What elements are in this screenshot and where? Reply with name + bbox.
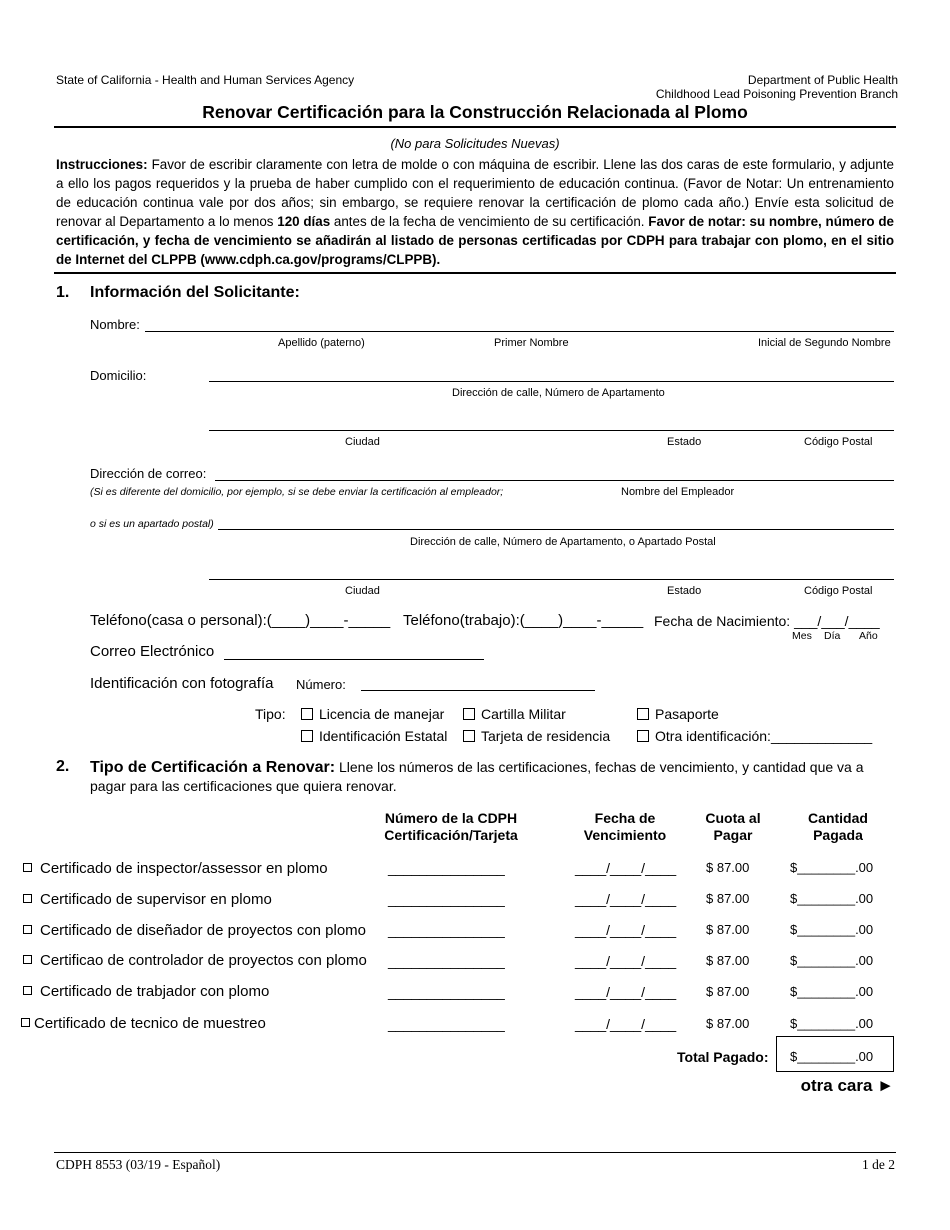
ciudad2-input[interactable]: [212, 562, 892, 578]
tipo-label: Tipo:: [255, 706, 286, 722]
id-numero-input[interactable]: [363, 673, 593, 689]
domicilio-input[interactable]: [212, 364, 892, 380]
cert-checkbox[interactable]: [23, 925, 32, 934]
section2-desc-1: Llene los números de las certificaciones, fechas de vencimiento, y cantidad que va a: [335, 759, 864, 775]
col-numero-line2: Certificación/Tarjeta: [384, 827, 518, 843]
instructions-label: Instrucciones:: [56, 157, 148, 172]
form-id: CDPH 8553 (03/19 - Español): [56, 1157, 221, 1172]
cert-numero-field[interactable]: _______________: [388, 984, 505, 1000]
cert-cuota: $ 87.00: [706, 891, 750, 906]
section1-title: Información del Solicitante:: [90, 284, 300, 301]
instructions-note: Favor de notar: su nombre, número de certificación, y fecha de vencimiento se añadirán al listado de personas certificadas por CDPH para trabajar con plomo, en el sitio de Internet del CLPPB (www.cdph.ca.gov/programs/CLPPB).: [56, 214, 894, 267]
nombre-label: Nombre:: [90, 317, 140, 332]
id-numero-line: [361, 690, 595, 691]
ciudad-line: [209, 430, 894, 431]
otra-cara-label: otra cara ►: [800, 1076, 894, 1095]
correo-input[interactable]: [218, 463, 890, 479]
nombre-line: [145, 331, 894, 332]
title-rule: [54, 126, 896, 128]
tipo-pasaporte[interactable]: [637, 706, 719, 722]
id-label: Identificación con fotografía: [90, 675, 274, 692]
email-input[interactable]: [226, 642, 482, 658]
correo-line: [215, 480, 894, 481]
nombre-input[interactable]: [148, 315, 888, 331]
estatal-label: Identificación Estatal: [319, 728, 448, 744]
section2-number: 2.: [56, 758, 70, 775]
cert-fecha-field[interactable]: ____/____/____: [575, 1016, 677, 1032]
col-fecha-header: [565, 810, 685, 844]
col-fecha-line1: Fecha de: [594, 810, 656, 826]
estado-caption: Estado: [667, 436, 702, 448]
codigo-postal-caption: Código Postal: [804, 436, 873, 448]
cartilla-label: Cartilla Militar: [481, 706, 566, 722]
fecha-nacimiento-field[interactable]: Fecha de Nacimiento: ___/___/____: [654, 613, 880, 629]
pasaporte-label: Pasaporte: [655, 706, 719, 722]
total-value-field[interactable]: $________.00: [790, 1049, 874, 1064]
cert-numero-field[interactable]: _______________: [388, 891, 505, 907]
domicilio-label: Domicilio:: [90, 368, 147, 383]
cert-checkbox[interactable]: [23, 986, 32, 995]
anio-caption: Año: [859, 630, 878, 642]
tipo-residencia[interactable]: [463, 728, 610, 744]
inicial-caption: Inicial de Segundo Nombre: [758, 337, 891, 349]
cert-cantidad-field[interactable]: $________.00: [790, 953, 874, 968]
cert-cuota: $ 87.00: [706, 953, 750, 968]
numero-label: Número:: [296, 677, 346, 692]
primer-nombre-caption: Primer Nombre: [494, 337, 569, 349]
pasaporte-checkbox[interactable]: [637, 708, 649, 720]
cert-row-label[interactable]: [23, 983, 269, 1000]
correo-note: (Si es diferente del domicilio, por ejemplo, si se debe enviar la certificación al empleador;: [90, 486, 504, 498]
cert-fecha-field[interactable]: ____/____/____: [575, 922, 677, 938]
cert-cuota: $ 87.00: [706, 922, 750, 937]
apartado-input[interactable]: [222, 512, 890, 528]
col-cuota-header: [693, 810, 773, 844]
dia-caption: Día: [824, 630, 841, 642]
cert-label: Certificao de controlador de proyectos con plomo: [40, 952, 367, 969]
apartado-note: o si es un apartado postal): [90, 518, 214, 530]
telefono-trabajo-field[interactable]: Teléfono(trabajo):(____)____-_____: [403, 612, 644, 629]
cert-label: Certificado de inspector/assessor en plomo: [40, 860, 328, 877]
cert-numero-field[interactable]: _______________: [388, 1016, 505, 1032]
form-subtitle: (No para Solicitudes Nuevas): [390, 136, 560, 151]
cert-cantidad-field[interactable]: $________.00: [790, 860, 874, 875]
otra-label: Otra identificación:_____________: [655, 728, 873, 744]
section2-heading: [90, 758, 900, 777]
cert-cantidad-field[interactable]: $________.00: [790, 984, 874, 999]
section2-desc-2: pagar para las certificaciones que quiera renovar.: [90, 778, 397, 794]
direccion-apartado-caption: Dirección de calle, Número de Apartamento, o Apartado Postal: [410, 536, 716, 548]
apellido-caption: Apellido (paterno): [278, 337, 365, 349]
cert-fecha-field[interactable]: ____/____/____: [575, 953, 677, 969]
codigo-postal2-caption: Código Postal: [804, 585, 873, 597]
cert-checkbox[interactable]: [23, 863, 32, 872]
col-cuota-line2: Pagar: [713, 827, 753, 843]
otra-checkbox[interactable]: [637, 730, 649, 742]
tipo-otra[interactable]: [637, 728, 872, 744]
col-fecha-line2: Vencimiento: [583, 827, 667, 843]
ciudad-caption: Ciudad: [345, 436, 380, 448]
col-cantidad-line1: Cantidad: [808, 810, 868, 826]
col-numero-line1: Número de la CDPH: [384, 810, 518, 826]
cert-cantidad-field[interactable]: $________.00: [790, 891, 874, 906]
cert-checkbox[interactable]: [21, 1018, 30, 1027]
col-numero-header: [370, 810, 532, 844]
estado2-caption: Estado: [667, 585, 702, 597]
correo-label: Dirección de correo:: [90, 466, 207, 481]
total-label: Total Pagado:: [677, 1049, 769, 1065]
col-cantidad-line2: Pagada: [813, 827, 863, 843]
cert-fecha-field[interactable]: ____/____/____: [575, 860, 677, 876]
cert-label: Certificado de supervisor en plomo: [40, 891, 272, 908]
residencia-checkbox[interactable]: [463, 730, 475, 742]
agency-name: State of California - Health and Human Services Agency: [56, 73, 355, 87]
cert-row-label[interactable]: [23, 922, 366, 939]
cert-fecha-field[interactable]: ____/____/____: [575, 891, 677, 907]
cert-numero-field[interactable]: _______________: [388, 922, 505, 938]
cert-cuota: $ 87.00: [706, 1016, 750, 1031]
cert-cantidad-field[interactable]: $________.00: [790, 1016, 874, 1031]
tipo-cartilla[interactable]: [463, 706, 566, 722]
email-line: [224, 659, 484, 660]
cert-cuota: $ 87.00: [706, 984, 750, 999]
cert-cuota: $ 87.00: [706, 860, 750, 875]
licencia-label: Licencia de manejar: [319, 706, 445, 722]
telefono-casa-field[interactable]: Teléfono(casa o personal):(____)____-_____: [90, 612, 391, 629]
instructions-text-2: antes de la fecha de vencimiento de su certificación.: [330, 214, 649, 229]
instructions: [56, 155, 894, 269]
estatal-checkbox[interactable]: [301, 730, 313, 742]
col-cantidad-header: [788, 810, 888, 844]
cert-numero-field[interactable]: _______________: [388, 860, 505, 876]
ciudad2-caption: Ciudad: [345, 585, 380, 597]
cert-fecha-field[interactable]: ____/____/____: [575, 984, 677, 1000]
instructions-days: 120 días: [277, 214, 331, 229]
tipo-licencia[interactable]: [301, 706, 444, 722]
email-label: Correo Electrónico: [90, 643, 215, 660]
domicilio-line: [209, 381, 894, 382]
tipo-estatal[interactable]: [301, 728, 447, 744]
cert-numero-field[interactable]: _______________: [388, 953, 505, 969]
branch-name: Childhood Lead Poisoning Prevention Branch: [655, 87, 898, 101]
cert-label: Certificado de tecnico de muestreo: [34, 1015, 266, 1032]
cert-row-label[interactable]: [21, 1015, 266, 1032]
instructions-rule: [54, 272, 896, 274]
department-name: Department of Public Health: [747, 73, 898, 87]
ciudad-estado-input[interactable]: [212, 413, 892, 429]
section2-title: Tipo de Certificación a Renovar:: [90, 759, 336, 776]
cert-label: Certificado de diseñador de proyectos con plomo: [40, 922, 367, 939]
direccion-calle-caption: Dirección de calle, Número de Apartamento: [452, 387, 665, 399]
footer-rule: [54, 1152, 896, 1153]
licencia-checkbox[interactable]: [301, 708, 313, 720]
mes-caption: Mes: [792, 630, 812, 642]
cert-checkbox[interactable]: [23, 894, 32, 903]
cert-label: Certificado de trabjador con plomo: [40, 983, 270, 1000]
apartado-line: [218, 529, 894, 530]
cert-row-label[interactable]: [23, 891, 272, 908]
col-cuota-line1: Cuota al: [705, 810, 761, 826]
cert-cantidad-field[interactable]: $________.00: [790, 922, 874, 937]
nombre-empleador-caption: Nombre del Empleador: [621, 486, 735, 498]
cert-row-label[interactable]: [23, 860, 328, 877]
page-number: 1 de 2: [862, 1157, 895, 1172]
ciudad2-line: [209, 579, 894, 580]
instructions-text-1: Favor de escribir claramente con letra de molde o con máquina de escribir. Llene las dos caras de este formulario, y adjunte a ello los pagos requeridos y la prueba de haber cumplido con el requerimiento de educación continua. (Favor de Notar: Un entrenamiento de educación continua vale por dos años; sin embargo, se requiere renovar la certificación de plomo cada año.) Envíe esta solicitud de renovar al Departamento a lo menos: [56, 157, 894, 229]
cartilla-checkbox[interactable]: [463, 708, 475, 720]
residencia-label: Tarjeta de residencia: [481, 728, 611, 744]
section1-number: 1.: [56, 284, 70, 301]
cert-checkbox[interactable]: [23, 955, 32, 964]
cert-row-label[interactable]: [23, 952, 367, 969]
form-title: Renovar Certificación para la Construcción Relacionada al Plomo: [202, 102, 748, 122]
